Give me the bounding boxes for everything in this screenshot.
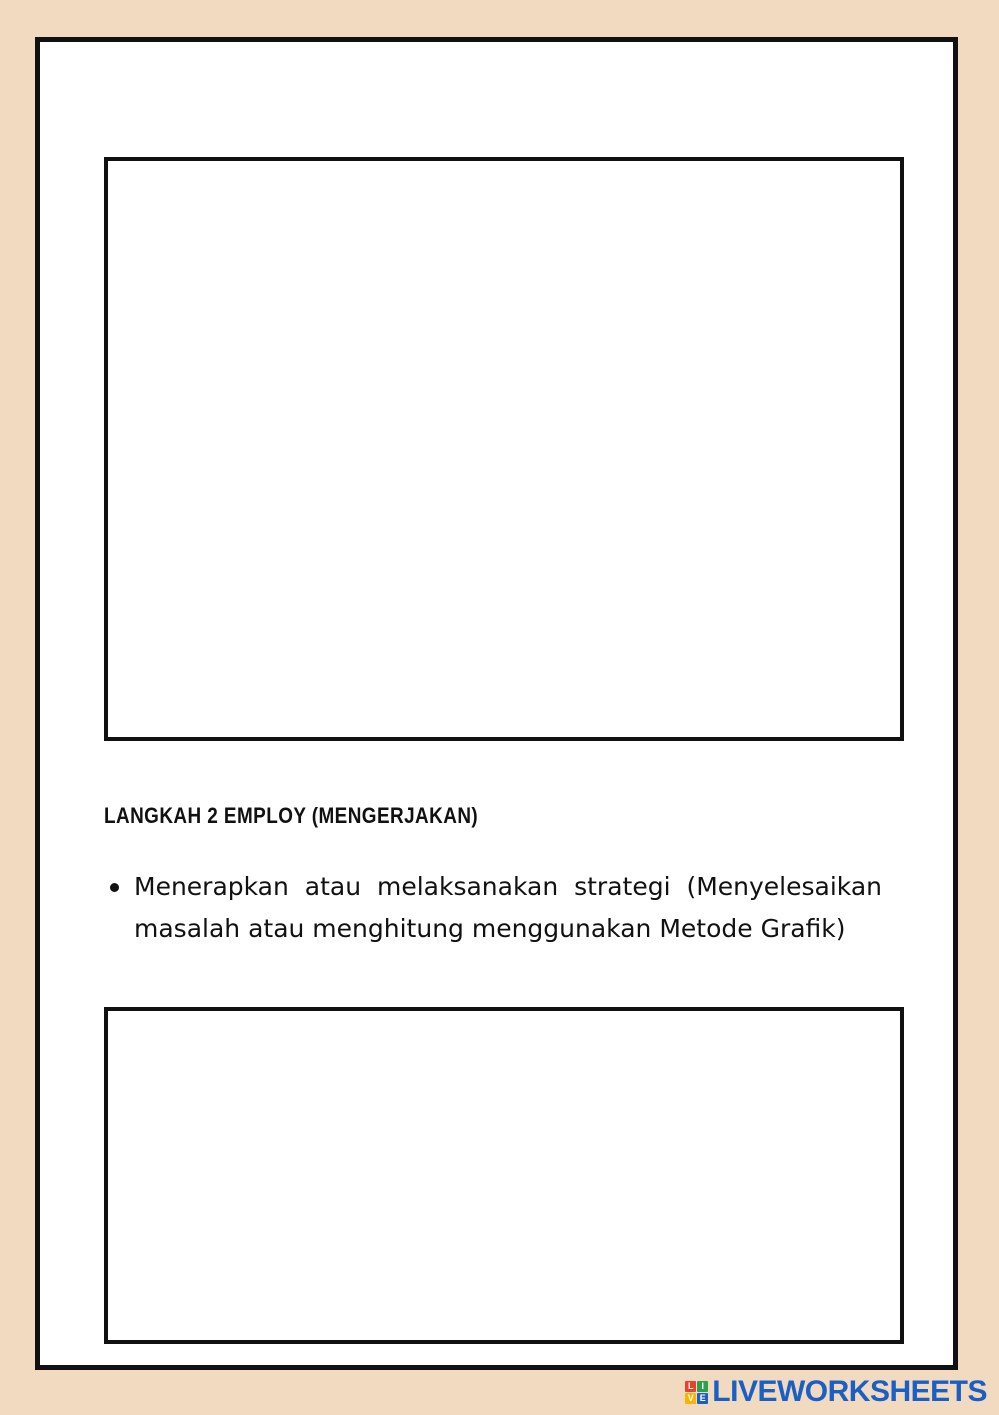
liveworksheets-watermark bbox=[685, 1375, 987, 1409]
watermark-text: LIVEWORKSHEETS bbox=[712, 1375, 987, 1408]
logo-letter-l: L bbox=[685, 1381, 696, 1392]
instruction-text: Menerapkan atau melaksanakan strategi (Menyelesaikan masalah atau menghitung menggunakan Metode Grafik) bbox=[134, 872, 882, 943]
instruction-list bbox=[104, 866, 882, 950]
logo-letter-e: E bbox=[697, 1393, 708, 1404]
liveworksheets-logo-icon bbox=[685, 1381, 708, 1404]
answer-box-top[interactable] bbox=[104, 157, 904, 741]
answer-box-bottom[interactable] bbox=[104, 1007, 904, 1344]
bullet-icon bbox=[110, 883, 119, 892]
step-heading: LANGKAH 2 EMPLOY (MENGERJAKAN) bbox=[104, 803, 479, 828]
instruction-item bbox=[104, 866, 882, 950]
logo-letter-v: V bbox=[685, 1393, 696, 1404]
logo-letter-i: I bbox=[697, 1381, 708, 1392]
